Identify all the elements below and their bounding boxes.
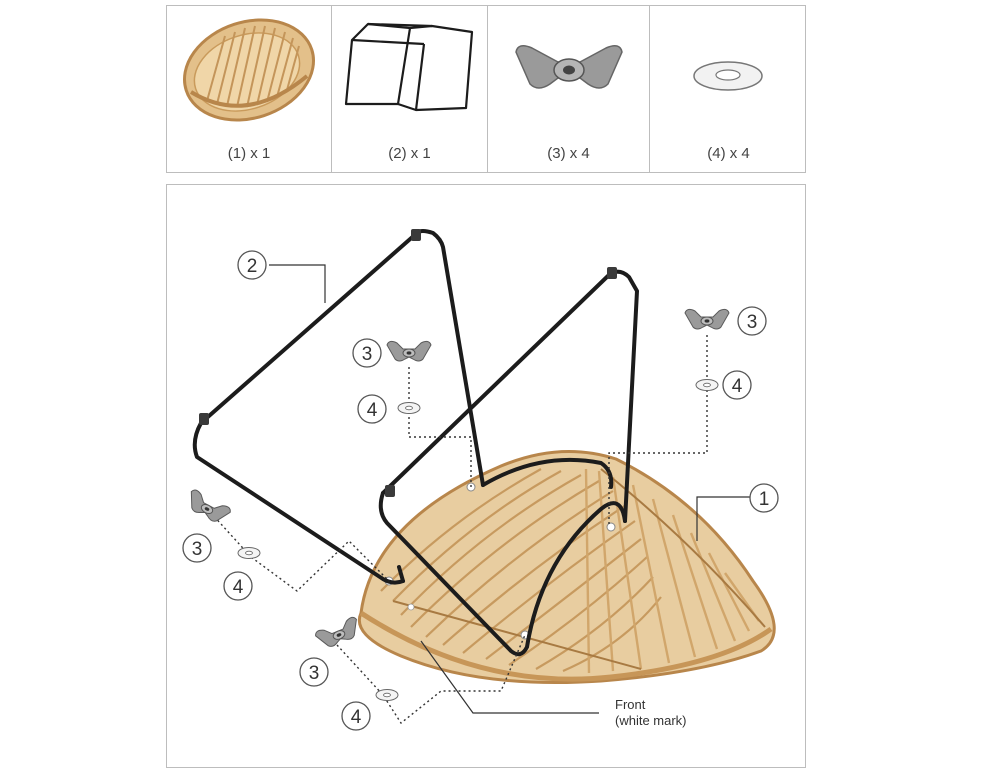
callout-wing-nut-label: 3 [191, 539, 203, 560]
part-cell-seat [167, 6, 332, 172]
assembly-diagram [166, 184, 806, 768]
callout-seat-label: 1 [758, 489, 770, 510]
part-caption-washer: (4) x 4 [707, 145, 750, 162]
wing-nut-icon [488, 6, 650, 134]
callout-washer-label: 4 [366, 400, 378, 421]
part-cell-wing-nut [488, 6, 650, 172]
part-cell-washer [650, 6, 807, 172]
callout-wing-nut-label: 3 [361, 344, 373, 365]
metal-frame-icon [332, 6, 488, 134]
callout-frame-label: 2 [246, 256, 258, 277]
washer-icon [650, 6, 807, 134]
part-cell-frame [332, 6, 488, 172]
callout-washer-label: 4 [731, 376, 743, 397]
front-note-line2: (white mark) [615, 713, 687, 728]
callout-wing-nut-label: 3 [308, 663, 320, 684]
rattan-seat-shape [359, 451, 774, 682]
assembly-illustration [166, 184, 806, 768]
part-caption-wing-nut: (3) x 4 [547, 145, 590, 162]
rattan-seat-icon [167, 6, 332, 134]
callout-washer-label: 4 [350, 707, 362, 728]
front-note-line1: Front [615, 697, 646, 712]
callout-wing-nut-label: 3 [746, 312, 758, 333]
callout-washer-label: 4 [232, 577, 244, 598]
parts-list-table [166, 5, 806, 173]
part-caption-seat: (1) x 1 [227, 145, 271, 162]
part-caption-frame: (2) x 1 [388, 145, 431, 162]
